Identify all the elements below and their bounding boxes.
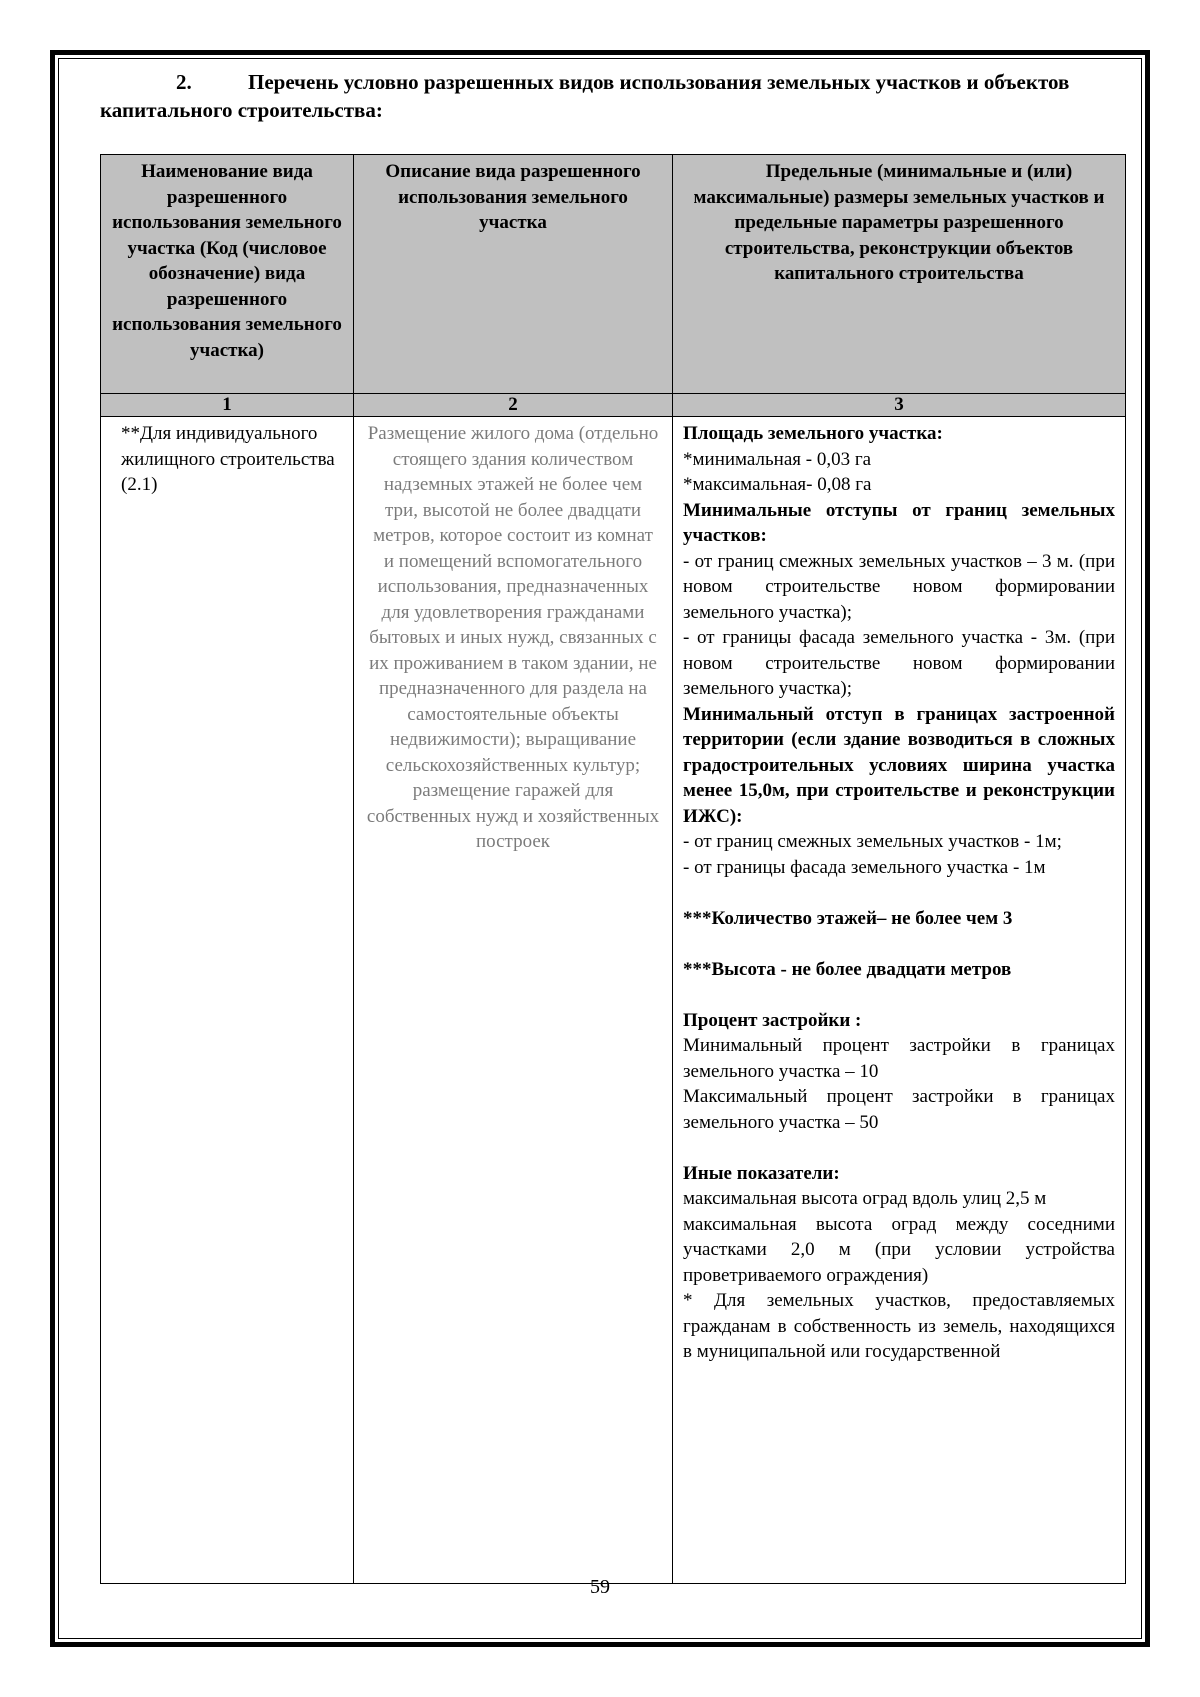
header-name-text: Наименование вида разрешенного использования земельного участка (Код (числовое обозначение) вида разрешенного использования земельного участка) — [112, 161, 342, 361]
page-number: 59 — [590, 1576, 610, 1598]
section-title: Перечень условно разрешенных видов использования земельных участков и объектов капитального строительства: — [100, 70, 1070, 122]
use-name-cell — [101, 417, 354, 1584]
use-description-cell — [354, 417, 673, 1584]
column-number-3: 3 — [673, 394, 1126, 417]
footnote: * Для земельных участков, предоставляемых гражданам в собственность из земель, находящихся в муниципальной или государственной — [683, 1290, 1115, 1362]
header-cell-parameters — [673, 155, 1126, 394]
setback-builtup-facade: - от границы фасада земельного участка - 1м — [683, 856, 1046, 878]
permitted-use-table — [100, 154, 1126, 1584]
setback-builtup-title: Минимальный отступ в границах застроенной территории (если здание возводиться в сложных градостроительных условиях ширина участка менее 15,0м, при строительстве и реконструкции ИЖС): — [683, 703, 1115, 827]
table-header-row — [101, 155, 1126, 394]
other-title: Иные показатели: — [683, 1162, 840, 1184]
floors-limit: ***Количество этажей– не более чем 3 — [683, 907, 1013, 929]
setback-builtup-adjacent: - от границ смежных земельных участков - 1м; — [683, 831, 1062, 852]
spacer — [683, 982, 1115, 1008]
use-description: Размещение жилого дома (отдельно стоящего здания количеством надземных этажей не более чем три, высотой не более двадцати метров, которое состоит из комнат и помещений вспомогательного использования, предназначенных для удовлетворения гражданами бытовых и иных нужд, связанных с их проживанием в таком здании, не предназначенного для раздела на самостоятельные объекты недвижимости); выращивание сельскохозяйственных культур; размещение гаражей для собственных нужд и хозяйственных построек — [366, 423, 660, 852]
fence-neighbors: максимальная высота оград между соседними участками 2,0 м (при условии устройства проветриваемого ограждения) — [683, 1213, 1115, 1286]
setback-facade: - от границы фасада земельного участка - 3м. (при новом строительстве новом формировании земельного участка); — [683, 627, 1115, 699]
spacer — [683, 880, 1115, 906]
use-name: **Для индивидуального жилищного строительства (2.1) — [121, 423, 335, 495]
header-parameters-text: Предельные (минимальные и (или) максимальные) размеры земельных участков и предельные параметры разрешенного строительства, реконструкции объектов капитального строительства — [693, 161, 1105, 284]
header-cell-name — [101, 155, 354, 394]
area-max: *максимальная- 0,08 га — [683, 474, 872, 495]
coverage-max: Максимальный процент застройки в границах земельного участка – 50 — [683, 1086, 1115, 1133]
spacer — [683, 1135, 1115, 1161]
area-title: Площадь земельного участка: — [683, 423, 943, 444]
setback-adjacent: - от границ смежных земельных участков – 3 м. (при новом строительстве новом формировании земельного участка); — [683, 550, 1115, 623]
table-row — [101, 417, 1126, 1584]
use-parameters-cell — [673, 417, 1126, 1584]
area-min: *минимальная - 0,03 га — [683, 448, 872, 470]
fence-street: максимальная высота оград вдоль улиц 2,5 м — [683, 1188, 1047, 1209]
column-number-row — [101, 394, 1126, 417]
spacer — [683, 931, 1115, 957]
height-limit: ***Высота - не более двадцати метров — [683, 958, 1012, 980]
column-number-1: 1 — [101, 394, 354, 417]
coverage-min: Минимальный процент застройки в границах земельного участка – 10 — [683, 1035, 1115, 1082]
header-description-text: Описание вида разрешенного использования земельного участка — [385, 161, 641, 233]
setbacks-title: Минимальные отступы от границ земельных участков: — [683, 499, 1115, 546]
coverage-title: Процент застройки : — [683, 1009, 862, 1031]
column-number-2: 2 — [354, 394, 673, 417]
header-cell-description — [354, 155, 673, 394]
section-heading — [100, 68, 1120, 124]
section-number: 2. — [176, 70, 192, 94]
